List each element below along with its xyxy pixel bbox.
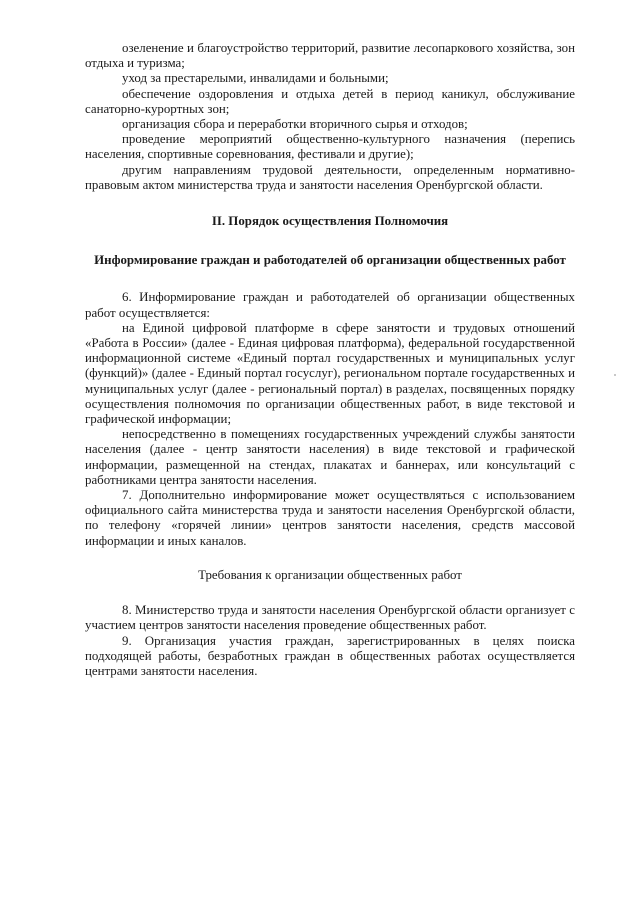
list-item-children-recreation: обеспечение оздоровления и отдыха детей в период каникул, обслуживание санаторно-курортных зон;: [85, 86, 575, 116]
paragraph-8: 8. Министерство труда и занятости населения Оренбургской области организует с участием центров занятости населения проведение общественных работ.: [85, 603, 575, 633]
scan-speck: [614, 374, 616, 376]
document-body: [85, 41, 575, 679]
paragraph-6-digital-platform: на Единой цифровой платформе в сфере занятости и трудовых отношений «Работа в России» (далее - Единая цифровая платформа), федеральной государственной информационной системе «Единый портал государственных и муниципальных услуг (функций)» (далее - Единый портал госуслуг), региональном портале государственных и муниципальных услуг (далее - региональный портал) в разделах, посвященных порядку осуществления полномочия по организации общественных работ, в виде текстовой и графической информации;: [85, 320, 575, 427]
list-item-elderly-care: уход за престарелыми, инвалидами и больными;: [122, 71, 389, 86]
requirements-title: Требования к организации общественных работ: [198, 567, 462, 582]
paragraph-7: 7. Дополнительно информирование может осуществляться с использованием официального сайта министерства труда и занятости населения Оренбургской области, по телефону «горячей линии» центров занятости населения, средств массовой информации и иных каналов.: [85, 488, 575, 548]
paragraph-6-premises: непосредственно в помещениях государственных учреждений службы занятости населения (далее - центр занятости населения) в виде текстовой и графической информации, размещенной на стендах, плакатах и баннерах, или консультаций с работниками центра занятости населения.: [85, 427, 575, 487]
list-item-cultural-events: проведение мероприятий общественно-культурного назначения (перепись населения, спортивные соревнования, фестивали и другие);: [85, 132, 575, 162]
paragraph-9: 9. Организация участия граждан, зарегистрированных в целях поиска подходящей работы, безработных граждан в общественных работах осуществляется центрами занятости населения.: [85, 633, 575, 678]
list-item-recycling: организация сбора и переработки вторичного сырья и отходов;: [122, 117, 468, 132]
paragraph-6: 6. Информирование граждан и работодателей об организации общественных работ осуществляется:: [85, 290, 575, 320]
list-item-other-directions: другим направлениям трудовой деятельности, определенным нормативно-правовым актом министерства труда и занятости населения Оренбургской области.: [85, 162, 575, 192]
section-title: II. Порядок осуществления Полномочия: [211, 214, 449, 229]
list-item-greening: озеленение и благоустройство территорий, развитие лесопаркового хозяйства, зон отдыха и туризма;: [85, 41, 575, 71]
subsection-title: Информирование граждан и работодателей об организации общественных работ: [94, 253, 566, 268]
